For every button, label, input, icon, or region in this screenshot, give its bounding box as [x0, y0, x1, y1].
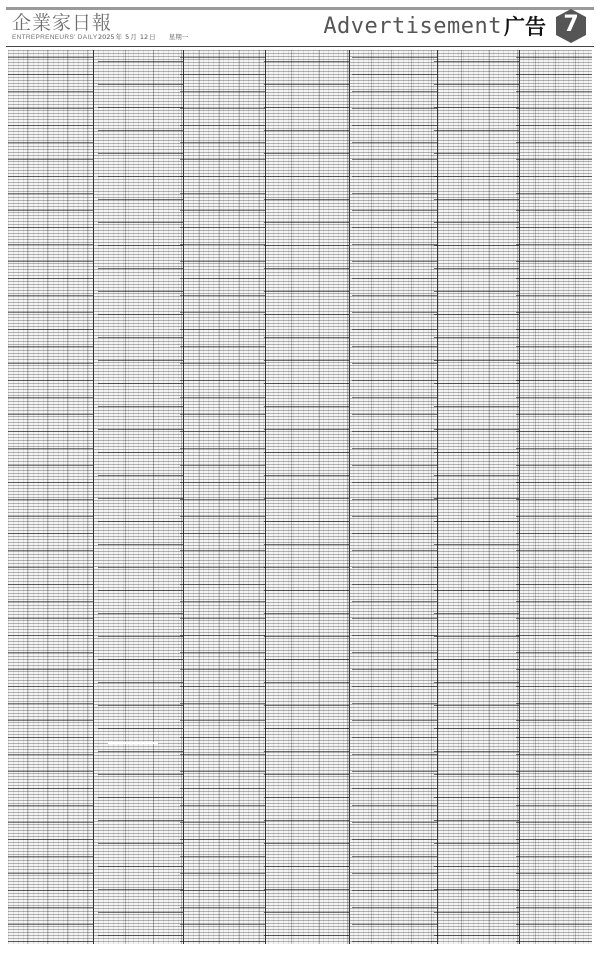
ads-column: [352, 50, 438, 944]
ads-column: [8, 50, 94, 944]
ads-column: [180, 50, 266, 944]
issue-month-unit: 月: [130, 33, 137, 41]
ads-column: [264, 50, 350, 944]
issue-month: 5: [125, 33, 130, 41]
page-header: [6, 10, 594, 46]
classified-ads-area: [8, 50, 592, 944]
issue-day-unit: 日: [149, 33, 156, 41]
section-title-en: Advertisement: [323, 14, 502, 39]
issue-date: [98, 32, 189, 41]
blank-strip: [108, 742, 158, 744]
page-number-badge: [554, 8, 588, 44]
ads-column: [434, 50, 520, 944]
ads-column: [516, 50, 592, 944]
masthead-title: 企業家日報: [12, 12, 113, 34]
masthead-subtitle: ENTREPRENEURS' DAILY: [12, 34, 98, 41]
header-rule: [6, 46, 594, 47]
section-title-cn: 广告: [504, 15, 546, 39]
masthead: [12, 13, 112, 42]
ads-column: [98, 50, 184, 944]
issue-year-unit: 年: [115, 33, 123, 41]
issue-day: 12: [139, 33, 149, 41]
issue-year: 2025: [98, 33, 115, 41]
page-number: 7: [563, 12, 579, 37]
issue-weekday: 星期一: [168, 33, 189, 41]
